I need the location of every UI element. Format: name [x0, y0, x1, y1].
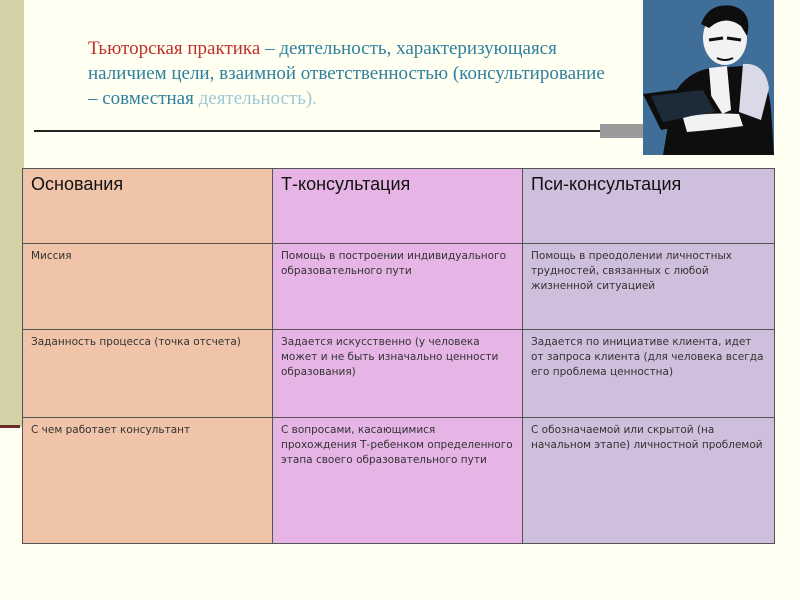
- table-row: [23, 417, 775, 543]
- title-rule: [34, 130, 600, 132]
- cell-t-consultation: Задается искусственно (у человека может и не быть изначально ценности образования): [273, 330, 523, 417]
- table-row: [23, 244, 775, 330]
- cell-psy-consultation: Помощь в преодолении личностных трудностей, связанных с любой жизненной ситуацией: [523, 244, 775, 330]
- slide-title: [88, 36, 618, 111]
- header-basis: Основания: [23, 169, 273, 244]
- title-main: – деятельность, характеризующаяся наличием цели, взаимной ответственностью (консультирование – совместная: [88, 38, 605, 109]
- cell-t-consultation: Помощь в построении индивидуального образовательного пути: [273, 244, 523, 330]
- title-faded: деятельность).: [198, 88, 317, 109]
- cell-psy-consultation: Задается по инициативе клиента, идет от запроса клиента (для человека всегда его проблема ценностна): [523, 330, 775, 417]
- left-accent-bar: [0, 0, 24, 427]
- cell-basis: Заданность процесса (точка отсчета): [23, 330, 273, 417]
- left-accent-line: [0, 425, 20, 428]
- title-highlight: Тьюторская практика: [88, 38, 261, 59]
- gray-accent-bar: [600, 124, 646, 138]
- cell-basis: Миссия: [23, 244, 273, 330]
- cell-basis: С чем работает консультант: [23, 417, 273, 543]
- cell-t-consultation: С вопросами, касающимися прохождения Т-ребенком определенного этапа своего образовательного пути: [273, 417, 523, 543]
- cell-psy-consultation: С обозначаемой или скрытой (на начальном этапе) личностной проблемой: [523, 417, 775, 543]
- header-psy-consultation: Пси-консультация: [523, 169, 775, 244]
- comparison-table: [22, 168, 775, 544]
- table-header-row: [23, 169, 775, 244]
- reading-man-illustration-icon: [643, 0, 774, 155]
- header-t-consultation: Т-консультация: [273, 169, 523, 244]
- table-row: [23, 330, 775, 417]
